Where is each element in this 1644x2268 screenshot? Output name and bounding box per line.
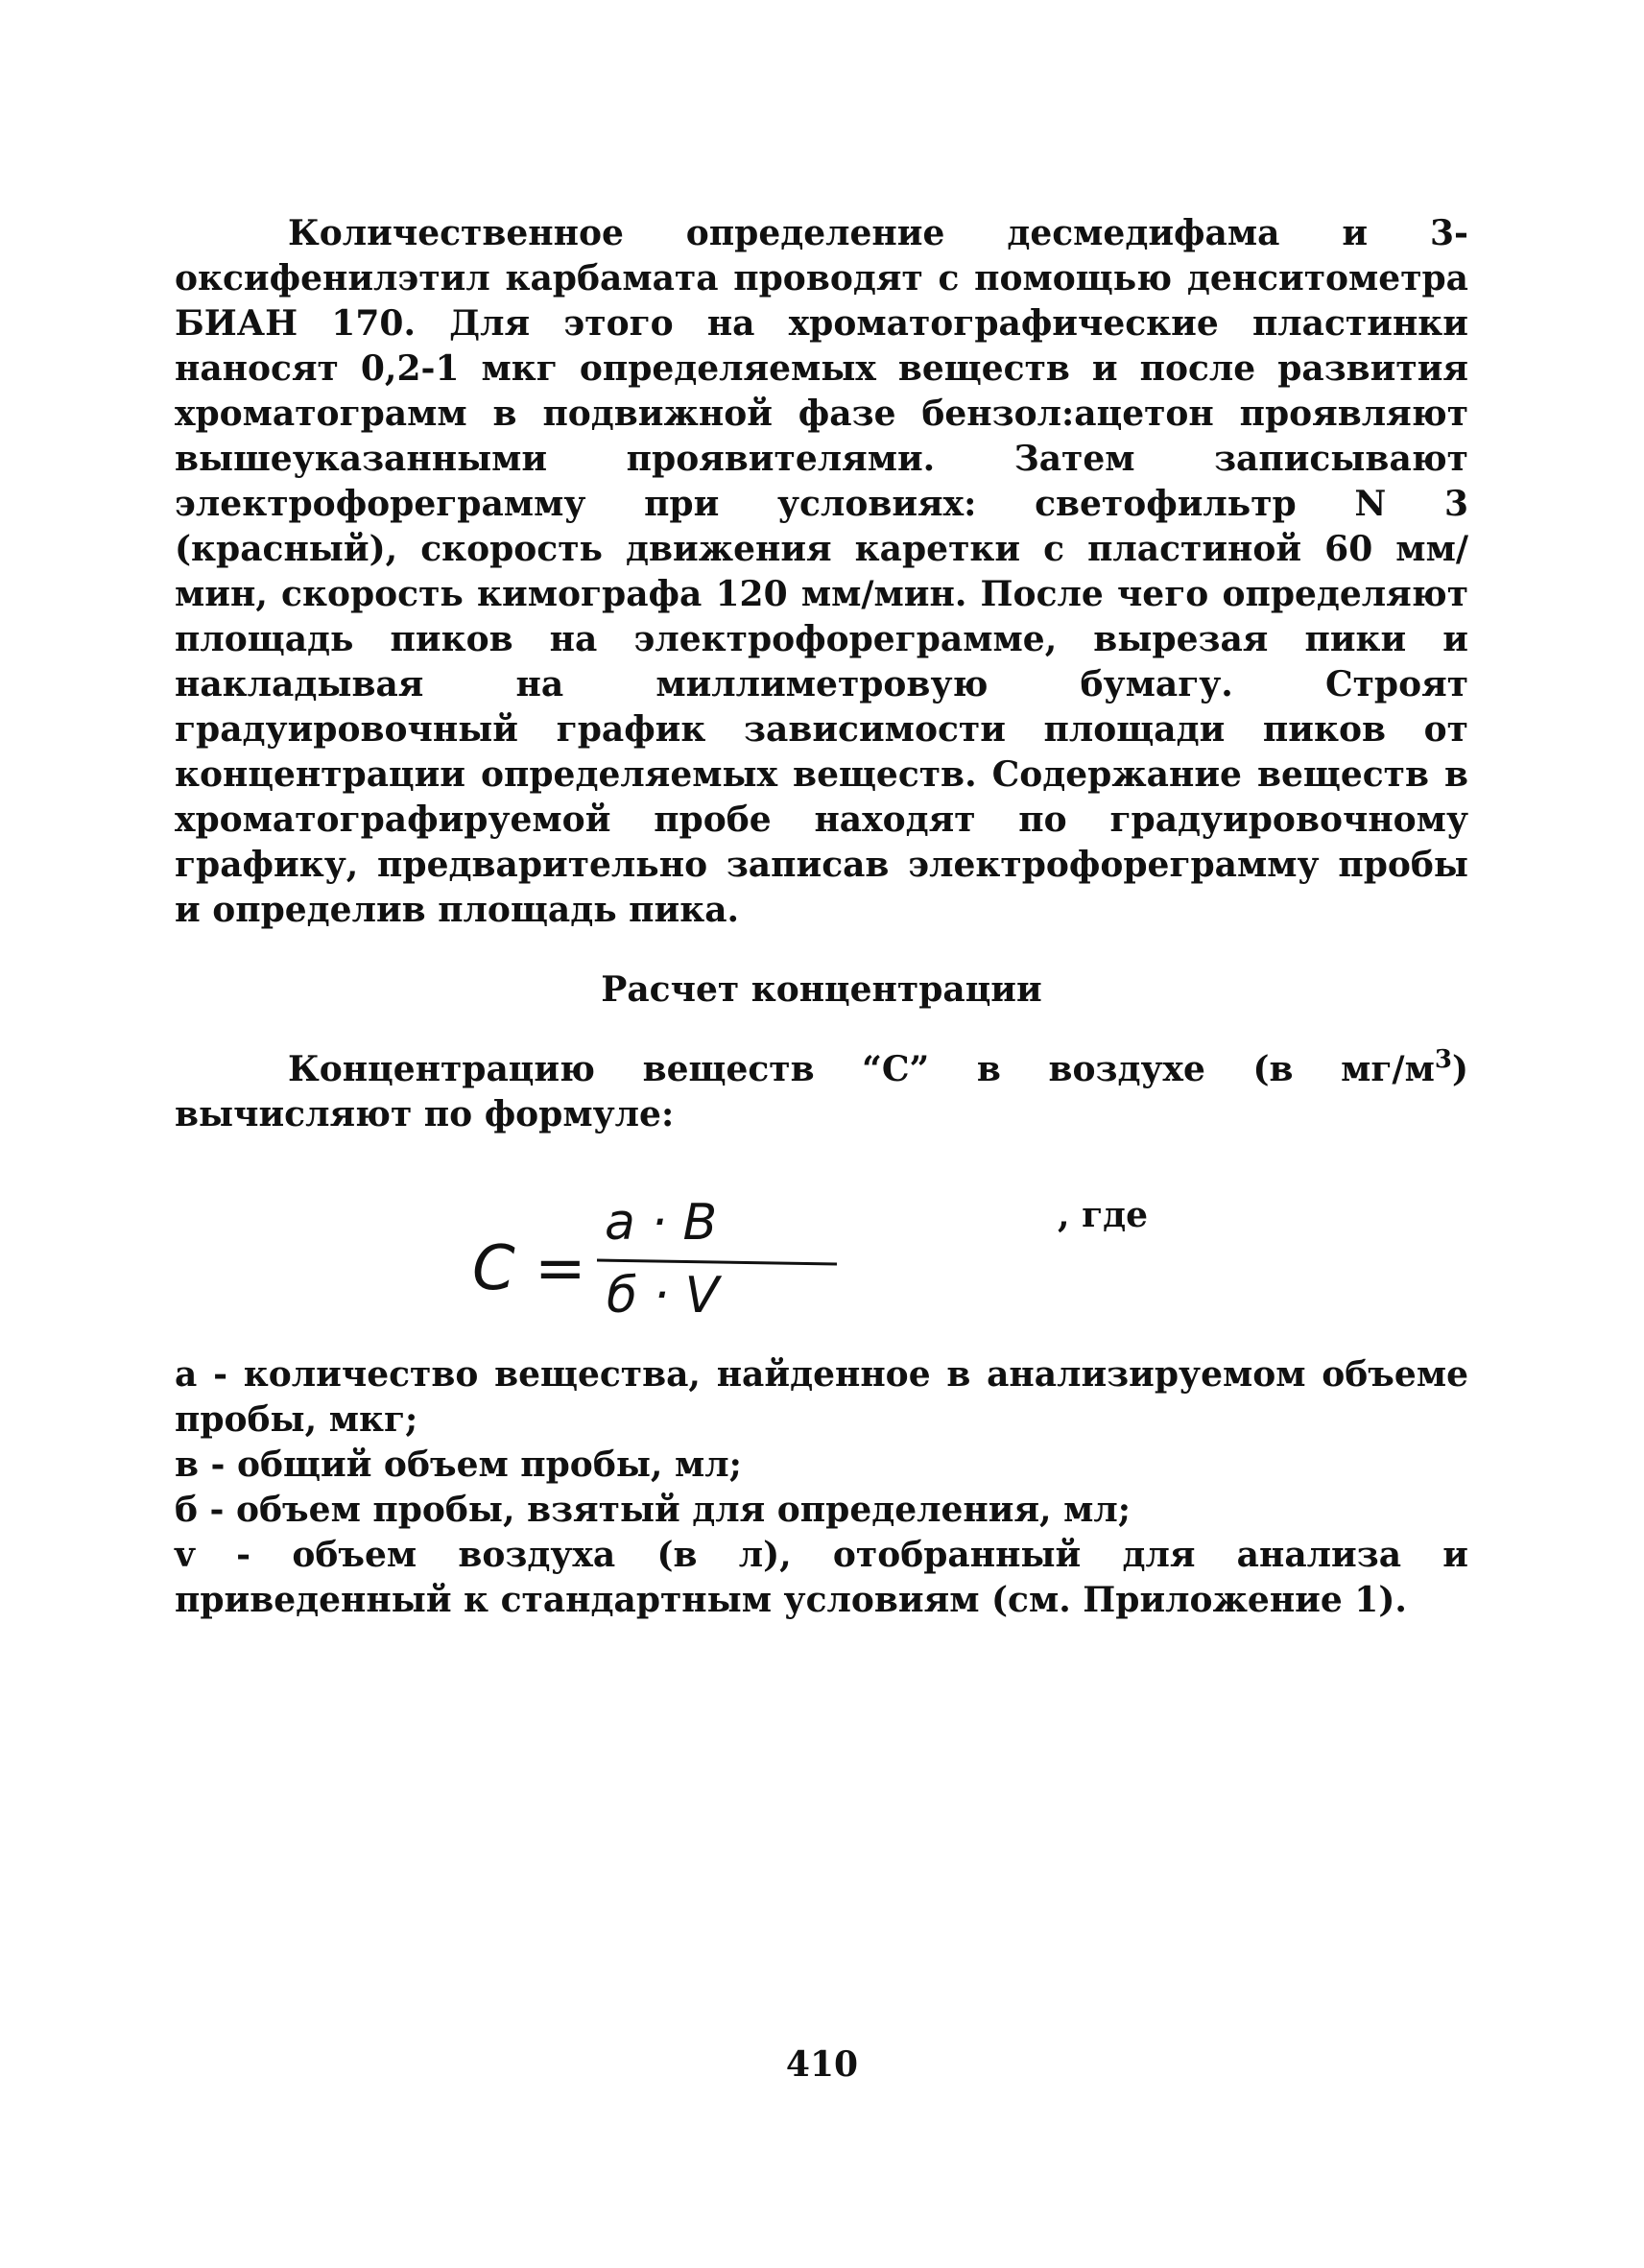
definition-item: в - общий объем пробы, мл;: [175, 1444, 742, 1485]
formula-intro-text: Концентрацию веществ “С” в воздухе (в мг/м: [288, 1049, 1435, 1089]
page-body: [175, 211, 1468, 1623]
fraction-line: [597, 1260, 837, 1264]
formula-suffix: , где: [1058, 1195, 1149, 1235]
variable-definitions: [175, 1352, 1468, 1623]
formula-denominator: б · V: [607, 1267, 720, 1325]
cubic-exponent: 3: [1434, 1045, 1452, 1074]
formula-lhs: C =: [472, 1233, 586, 1304]
definition-item: а - количество вещества, найденное в анализируемом объеме пробы, мкг;: [175, 1354, 1468, 1440]
formula-numerator: a · B: [605, 1194, 718, 1252]
section-heading: Расчет концентрации: [601, 969, 1042, 1010]
definition-item: v - объем воздуха (в л), отобранный для анализа и приведенный к стандартным условиям (см. Приложение 1).: [175, 1535, 1468, 1620]
formula-intro: [175, 1047, 1468, 1137]
intro-paragraph: Количественное определение десмедифама и 3-оксифенилэтил карбамата проводят с помощью денситометра БИАН 170. Для этого на хроматографические пластинки наносят 0,2-1 мкг определяемых веществ и после развития хроматограмм в подвижной фазе бензол:ацетон проявляют вышеуказанными проявителями. Затем записывают электрофореграмму при условиях: светофильтр N 3 (красный), скорость движения каретки с пластиной 60 мм/мин, скорость кимографа 120 мм/мин. После чего определяют площадь пиков на электрофореграмме, вырезая пики и накладывая на миллиметровую бумагу. Строят градуировочный график зависимости площади пиков от концентрации определяемых веществ. Содержание веществ в хроматографируемой пробе находят по градуировочному графику, предварительно записав электрофореграмму пробы и определив площадь пика.: [175, 213, 1468, 930]
definition-item: б - объем пробы, взятый для определения, мл;: [175, 1490, 1132, 1530]
handwritten-formula: [463, 1182, 885, 1325]
formula-block: [175, 1182, 1468, 1325]
page-number: 410: [785, 2044, 859, 2085]
formula-intro-text-end: ) вычисляют по формуле:: [175, 1049, 1468, 1134]
